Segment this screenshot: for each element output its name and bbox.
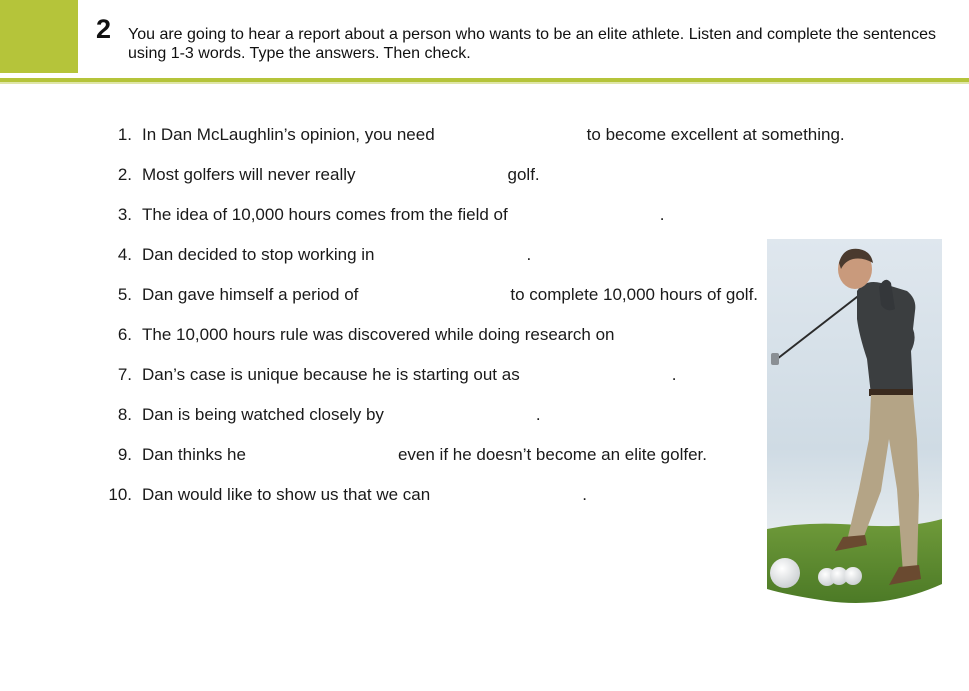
- question-text-before: Dan thinks he: [142, 445, 246, 464]
- accent-block: [0, 0, 78, 73]
- question-item-1: [100, 116, 845, 156]
- question-text-after: golf.: [507, 165, 540, 184]
- question-number: 3.: [117, 205, 132, 224]
- answer-input-9[interactable]: [250, 444, 394, 468]
- question-item-9: [100, 436, 820, 476]
- question-text-before: Dan decided to stop working in: [142, 245, 375, 264]
- question-number: 7.: [117, 365, 132, 384]
- question-text-before: Dan is being watched closely by: [142, 405, 384, 424]
- exercise-instructions: You are going to hear a report about a person who wants to be an elite athlete. Listen and complete the sentences using 1-3 words. Type the answers. Then check.: [128, 26, 936, 62]
- question-text-after: to become excellent at something.: [586, 125, 845, 144]
- answer-input-2[interactable]: [360, 164, 504, 188]
- golf-ball: [770, 558, 800, 588]
- answer-input-10[interactable]: [434, 484, 578, 508]
- answer-input-6[interactable]: [619, 324, 763, 348]
- question-number: 2.: [117, 165, 132, 184]
- exercise-number: 2: [96, 14, 112, 44]
- answer-input-1[interactable]: [439, 124, 583, 148]
- question-item-6: [100, 316, 820, 356]
- question-text-after: .: [671, 365, 677, 384]
- answer-input-3[interactable]: [512, 204, 656, 228]
- question-number: 4.: [117, 245, 132, 264]
- question-text-before: In Dan McLaughlin’s opinion, you need: [142, 125, 435, 144]
- golfer-photo: [767, 239, 942, 607]
- club-head: [771, 353, 779, 365]
- question-text-before: Most golfers will never really: [142, 165, 356, 184]
- question-text-after: .: [526, 245, 532, 264]
- question-item-3: [100, 196, 820, 236]
- question-number: 8.: [117, 405, 132, 424]
- question-item-4: [100, 236, 820, 276]
- question-item-2: [100, 156, 820, 196]
- question-text-after: .: [582, 485, 587, 504]
- question-number: 5.: [117, 285, 132, 304]
- question-text-after: .: [659, 205, 665, 224]
- question-item-10: [100, 476, 820, 516]
- question-text-after: even if he doesn’t become an elite golfer.: [397, 445, 707, 464]
- question-item-7: [100, 356, 820, 396]
- question-text-before: Dan would like to show us that we can: [142, 485, 431, 504]
- answer-input-4[interactable]: [378, 244, 522, 268]
- question-text-after: to complete 10,000 hours of golf.: [510, 285, 759, 304]
- question-text-after: .: [535, 405, 541, 424]
- question-number: 1.: [117, 125, 132, 144]
- belt: [869, 389, 913, 396]
- question-text-before: The 10,000 hours rule was discovered while doing research on: [142, 325, 615, 344]
- question-text-before: The idea of 10,000 hours comes from the field of: [142, 205, 508, 224]
- question-number: 9.: [117, 445, 132, 464]
- golf-ball: [844, 567, 862, 585]
- answer-input-8[interactable]: [388, 404, 532, 428]
- answer-input-7[interactable]: [524, 364, 668, 388]
- header-divider-light: [0, 82, 969, 84]
- question-number: 6.: [117, 325, 132, 344]
- answer-input-5[interactable]: [362, 284, 506, 308]
- question-item-5: [100, 276, 820, 316]
- question-text-before: Dan’s case is unique because he is starting out as: [142, 365, 520, 384]
- exercise-header: [0, 0, 969, 82]
- question-item-8: [100, 396, 820, 436]
- question-text-before: Dan gave himself a period of: [142, 285, 359, 304]
- question-number: 10.: [108, 485, 132, 504]
